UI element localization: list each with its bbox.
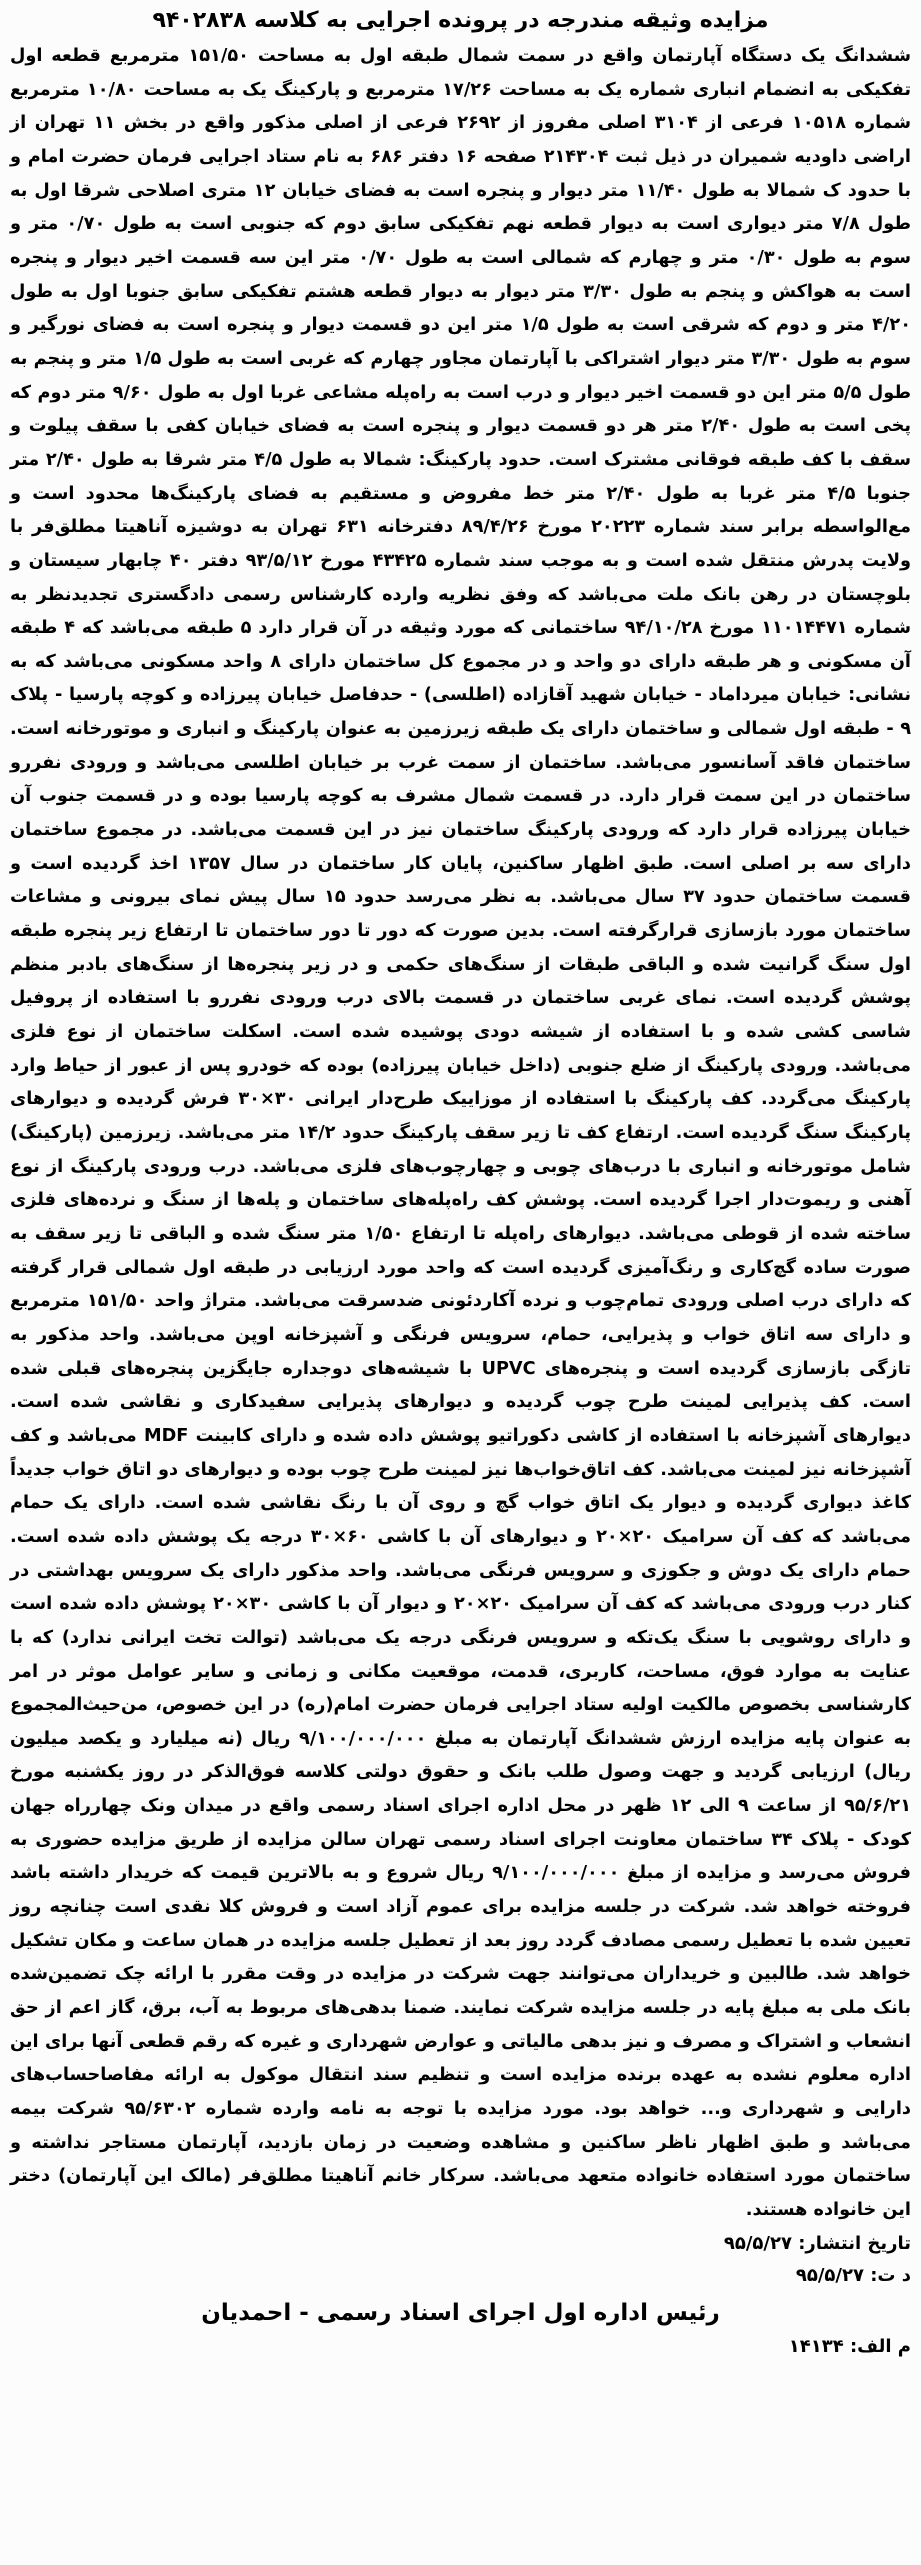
notice-meta (10, 2228, 911, 2292)
ad-id: م الف: ۱۴۱۳۴ (788, 2335, 911, 2357)
date-code: د ت: ۹۵/۵/۲۷ (795, 2264, 911, 2286)
publish-date: تاریخ انتشار: ۹۵/۵/۲۷ (723, 2232, 911, 2254)
notice-body: ششدانگ یک دستگاه آپارتمان واقع در سمت شمال طبقه اول به مساحت ۱۵۱/۵۰ مترمربع قطعه اول تفکیکی به انضمام انباری شماره یک به مساحت ۱۷/۲۶ مترمربع و پارکینگ یک به مساحت ۱۰/۸۰ مترمربع شماره ۱۰۵۱۸ فرعی از ۳۱۰۴ اصلی مفروز از ۲۶۹۲ فرعی از اصلی مذکور واقع در بخش ۱۱ تهران از اراضی داودیه شمیران در ذیل ثبت ۲۱۴۳۰۴ صفحه ۱۶ دفتر ۶۸۶ به نام ستاد اجرایی فرمان حضرت امام و با حدود ک شمالا به طول ۱۱/۴۰ متر دیوار و پنجره است به فضای خیابان ۱۲ متری اصلاحی شرقا اول به طول ۷/۸ متر دیواری است به دیوار قطعه نهم تفکیکی سابق دوم که جنوبی است به طول ۰/۷۰ متر و سوم به طول ۰/۳۰ متر و چهارم که شمالی است به طول ۰/۷۰ متر این سه قسمت اخیر دیوار و پنجره است به هواکش و پنجم به طول ۳/۳۰ متر دیوار به دیوار قطعه هشتم تفکیکی سابق جنوبا اول به طول ۴/۲۰ متر و دوم که شرقی است به طول ۱/۵ متر این دو قسمت دیوار و پنجره است به فضای نورگیر و سوم به طول ۳/۳۰ متر دیوار اشتراکی با آپارتمان مجاور چهارم که غربی است به طول ۱/۵ متر و پنجم به طول ۵/۵ متر این دو قسمت اخیر دیوار و درب است به راه‌پله مشاعی غربا اول به طول ۹/۶۰ متر دوم که پخی است به طول ۲/۴۰ متر هر دو قسمت دیوار و پنجره است به فضای خیابان کفی با سقف پیلوت و سقف با کف طبقه فوقانی مشترک است. حدود پارکینگ: شمالا به طول ۴/۵ متر شرقا به طول ۲/۴۰ متر جنوبا ۴/۵ متر غربا به طول ۲/۴۰ متر خط مفروض و مستقیم به فضای پارکینگ‌ها محدود است و مع‌الواسطه برابر سند شماره ۲۰۲۲۳ مورخ ۸۹/۴/۲۶ دفترخانه ۶۳۱ تهران به دوشیزه آناهیتا مطلق‌فر با ولایت پدرش منتقل شده است و به موجب سند شماره ۴۳۴۲۵ مورخ ۹۳/۵/۱۲ دفتر ۴۰ چابهار سیستان و بلوچستان در رهن بانک ملت می‌باشد که وفق نظریه وارده کارشناس رسمی دادگستری تجدیدنظر به شماره ۱۱۰۱۴۴۷۱ مورخ ۹۴/۱۰/۲۸ ساختمانی که مورد وثیقه در آن قرار دارد ۵ طبقه می‌باشد که ۴ طبقه آن مسکونی و هر طبقه دارای دو واحد و در مجموع کل ساختمان دارای ۸ واحد مسکونی می‌باشد که به نشانی: خیابان میرداماد - خیابان شهید آقازاده (اطلسی) - حدفاصل خیابان پیرزاده و کوچه پارسیا - پلاک ۹ - طبقه اول شمالی و ساختمان دارای یک طبقه زیرزمین به عنوان پارکینگ و انباری و موتورخانه است. ساختمان فاقد آسانسور می‌باشد. ساختمان از سمت غرب بر خیابان اطلسی می‌باشد و ورودی نفررو ساختمان در این سمت قرار دارد. در قسمت شمال مشرف به کوچه پارسیا بوده و در قسمت جنوب آن خیابان پیرزاده قرار دارد که ورودی پارکینگ ساختمان نیز در این قسمت می‌باشد. در مجموع ساختمان دارای سه بر اصلی است. طبق اظهار ساکنین، پایان کار ساختمان در سال ۱۳۵۷ اخذ گردیده است و قسمت ساختمان حدود ۳۷ سال می‌باشد. به نظر می‌رسد حدود ۱۵ سال پیش نمای بیرونی و مشاعات ساختمان مورد بازسازی قرارگرفته است. بدین صورت که دور تا دور ساختمان تا ارتفاع زیر پنجره طبقه اول سنگ گرانیت شده و الباقی طبقات از سنگ‌های حکمی و در زیر پنجره‌ها از سنگ‌های بادبر منظم پوشش گردیده است. نمای غربی ساختمان در قسمت بالای درب ورودی نفررو با استفاده از پروفیل شاسی کشی شده و با استفاده از شیشه دودی پوشیده شده است. اسکلت ساختمان از نوع فلزی می‌باشد. ورودی پارکینگ از ضلع جنوبی (داخل خیابان پیرزاده) بوده که خودرو پس از عبور از حیاط وارد پارکینگ می‌گردد. کف پارکینگ با استفاده از موزاییک طرح‌دار ایرانی ۳۰×۳۰ فرش گردیده و دیوارهای پارکینگ سنگ گردیده است. ارتفاع کف تا زیر سقف پارکینگ حدود ۱۴/۲ متر می‌باشد. زیرزمین (پارکینگ) شامل موتورخانه و انباری با درب‌های چوبی و چهارچوب‌های فلزی می‌باشد. درب ورودی پارکینگ از نوع آهنی و ریموت‌دار اجرا گردیده است. پوشش کف راه‌پله‌های ساختمان و پله‌ها از سنگ و نرده‌های فلزی ساخته شده از قوطی می‌باشد. دیوارهای راه‌پله تا ارتفاع ۱/۵۰ متر سنگ شده و الباقی تا زیر سقف به صورت ساده گچ‌کاری و رنگ‌آمیزی گردیده است که واحد مورد ارزیابی در طبقه اول شمالی قرار گرفته که دارای درب اصلی ورودی تمام‌چوب و نرده آکاردئونی ضدسرقت می‌باشد. متراژ واحد ۱۵۱/۵۰ مترمربع و دارای سه اتاق خواب و پذیرایی، حمام، سرویس فرنگی و آشپزخانه اوپن می‌باشد. واحد مذکور به تازگی بازسازی گردیده است و پنجره‌های UPVC با شیشه‌های دوجداره جایگزین پنجره‌های قبلی شده است. کف پذیرایی لمینت طرح چوب گردیده و دیوارهای پذیرایی سفیدکاری و نقاشی شده است. دیوارهای آشپزخانه با استفاده از کاشی دکوراتیو پوشش داده شده و دارای کابینت MDF می‌باشد و کف آشپزخانه نیز لمینت می‌باشد. کف اتاق‌خواب‌ها نیز لمینت طرح چوب بوده و دیوارهای دو اتاق خواب جدیداً کاغذ دیواری گردیده و دیوار یک اتاق خواب گچ و روی آن با رنگ نقاشی شده است. دارای یک حمام می‌باشد که کف آن سرامیک ۲۰×۲۰ و دیوارهای آن با کاشی ۶۰×۳۰ درجه یک پوشش داده شده است. حمام دارای یک دوش و جکوزی و سرویس فرنگی می‌باشد. واحد مذکور دارای یک سرویس بهداشتی در کنار درب ورودی می‌باشد که کف آن سرامیک ۲۰×۲۰ و دیوار آن با کاشی ۳۰×۲۰ پوشش داده شده است و دارای روشویی با سنگ یک‌تکه و سرویس فرنگی درجه یک می‌باشد (توالت تخت ایرانی ندارد) که با عنایت به موارد فوق، مساحت، کاربری، قدمت، موقعیت مکانی و زمانی و سایر عوامل موثر در امر کارشناسی بخصوص مالکیت اولیه ستاد اجرایی فرمان حضرت امام(ره) در این خصوص، من‌حیث‌المجموع به عنوان پایه مزایده ارزش ششدانگ آپارتمان به مبلغ ۹/۱۰۰/۰۰۰/۰۰۰ ریال (نه میلیارد و یکصد میلیون ریال) ارزیابی گردید و جهت وصول طلب بانک و حقوق دولتی کلاسه فوق‌الذکر در روز یکشنبه مورخ ۹۵/۶/۲۱ از ساعت ۹ الی ۱۲ ظهر در محل اداره اجرای اسناد رسمی واقع در میدان ونک چهارراه جهان کودک - پلاک ۳۴ ساختمان معاونت اجرای اسناد رسمی تهران سالن مزایده از طریق مزایده حضوری به فروش می‌رسد و مزایده از مبلغ ۹/۱۰۰/۰۰۰/۰۰۰ ریال شروع و به بالاترین قیمت که خریدار داشته باشد فروخته خواهد شد. شرکت در جلسه مزایده برای عموم آزاد است و فروش کلا نقدی است چنانچه روز تعیین شده با تعطیل رسمی مصادف گردد روز بعد از تعطیل جلسه مزایده در همان ساعت و مکان تشکیل خواهد شد. طالبین و خریداران می‌توانند جهت شرکت در مزایده در وقت مقرر با ارائه چک تضمین‌شده بانک ملی به مبلغ پایه در جلسه مزایده شرکت نمایند. ضمنا بدهی‌های مربوط به آب، برق، گاز اعم از حق انشعاب و اشتراک و مصرف و نیز بدهی مالیاتی و عوارض شهرداری و غیره که رقم قطعی آنها برای این اداره معلوم نشده به عهده برنده مزایده است و تنظیم سند انتقال موکول به ارائه مفاصاحساب‌های دارایی و شهرداری و... خواهد بود. مورد مزایده با توجه به نامه وارده شماره ۹۵/۶۳۰۲ شرکت بیمه می‌باشد و طبق اظهار ناظر ساکنین و مشاهده وضعیت در زمان بازدید، آپارتمان مستاجر نداشته و ساختمان مورد استفاده خانواده متعهد می‌باشد. سرکار خانم آناهیتا مطلق‌فر (مالک این آپارتمان) دختر این خانواده هستند. (10, 46, 912, 2220)
notice-title: مزایده وثیقه مندرجه در پرونده اجرایی به کلاسه ۹۴۰۲۸۳۸ (152, 8, 769, 33)
signature-line: رئیس اداره اول اجرای اسناد رسمی - احمدیان (201, 2299, 720, 2326)
